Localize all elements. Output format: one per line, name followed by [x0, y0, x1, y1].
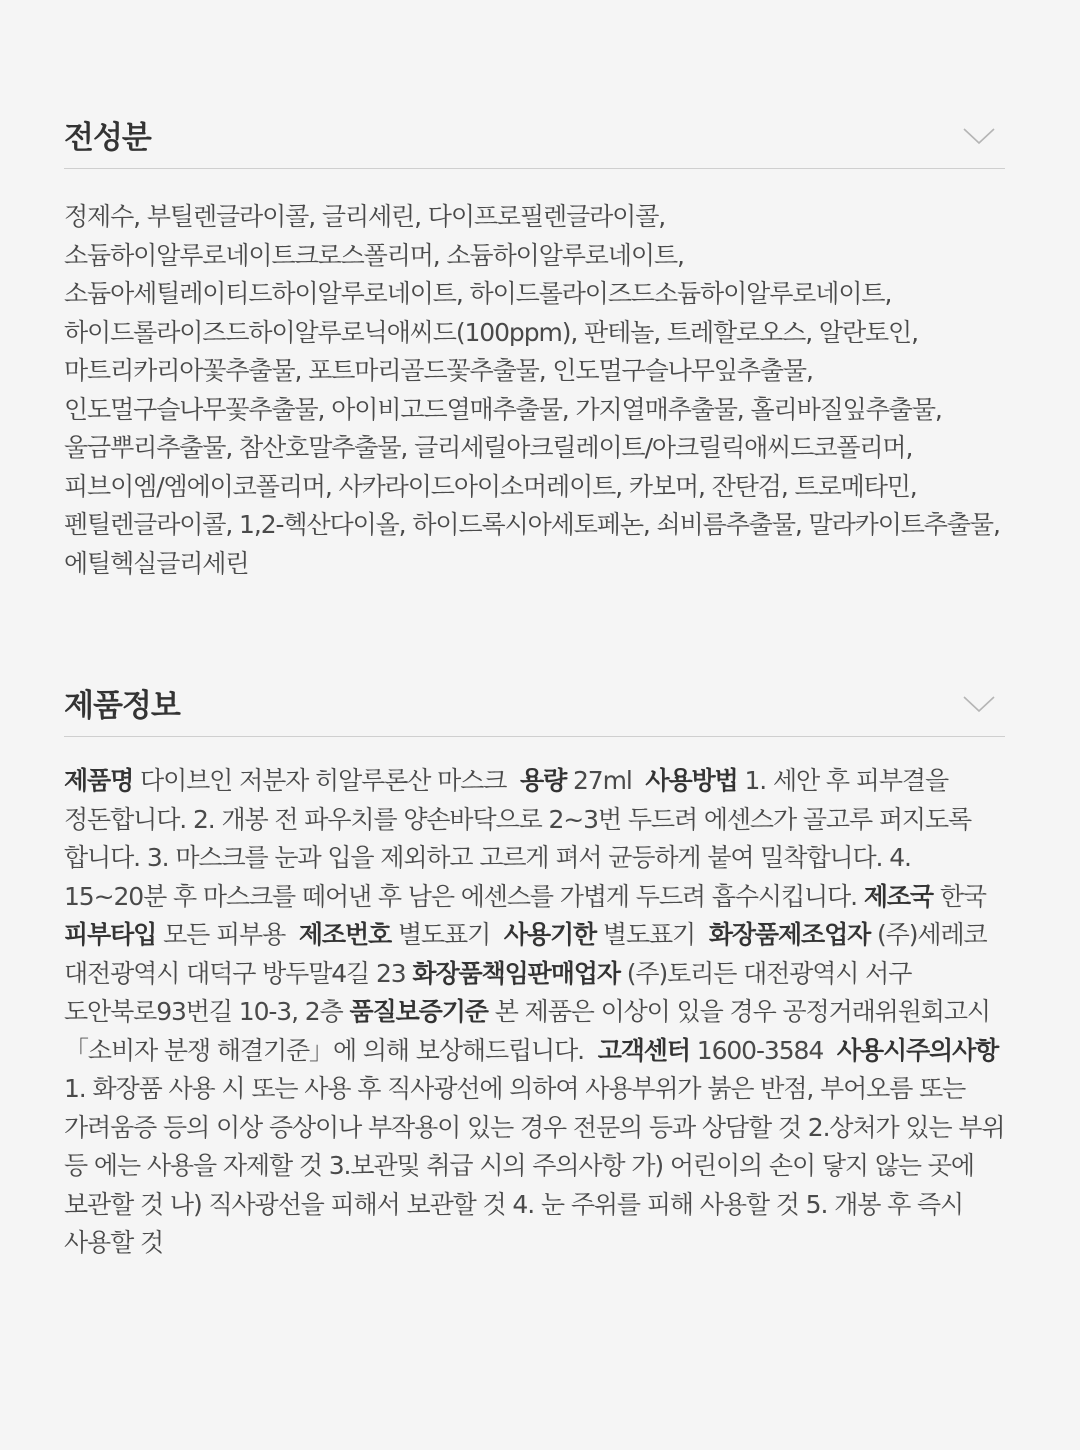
- field-value-distributor: (주)토리든 대전광역시 서구 도안북로93번길 10-3, 2층: [64, 958, 912, 1026]
- field-value-product-name: 다이브인 저분자 히알루론산 마스크: [140, 766, 507, 795]
- product-info-text: [64, 762, 1005, 1263]
- product-info-section: [64, 668, 1005, 1263]
- field-value-quality-standard: 본 제품은 이상이 있을 경우 공정거래위원회고시「소비자 분쟁 해결기준」에 의해 보상해드립니다.: [64, 997, 990, 1065]
- product-info-header[interactable]: [64, 668, 1005, 737]
- product-info-title: 제품정보: [64, 688, 180, 724]
- ingredients-text: 정제수, 부틸렌글라이콜, 글리세린, 다이프로필렌글라이콜, 소듐하이알루로네이트크로스폴리머, 소듐하이알루로네이트, 소듐아세틸레이티드하이알루로네이트, 하이드롤라이즈드소듐하이알루로네이트, 하이드롤라이즈드하이알루로닉애씨드(100ppm), 판테놀, 트레할로오스, 알란토인, 마트리카리아꽃추출물, 포트마리골드꽃추출물, 인도멀구슬나무잎추출물, 인도멀구슬나무꽃추출물, 아이비고드열매추출물, 가지열매추출물, 홀리바질잎추출물, 울금뿌리추출물, 참산호말추출물, 글리세릴아크릴레이트/아크릴릭애씨드코폴리머, 피브이엠/엠에이코폴리머, 사카라이드아이소머레이트, 카보머, 잔탄검, 트로메타민, 펜틸렌글라이콜, 1,2-헥산다이올, 하이드록시아세토페논, 쇠비름추출물, 말라카이트추출물, 에틸헥실글리세린: [64, 202, 1000, 578]
- field-label-expiry: 사용기한: [503, 920, 597, 949]
- field-value-skin-type: 모든 피부용: [163, 920, 286, 949]
- field-value-manufacturer: (주)세레코 대전광역시 대덕구 방두말4길 23: [64, 920, 987, 988]
- field-label-customer-center: 고객센터: [597, 1035, 690, 1065]
- field-value-country: 한국: [939, 881, 986, 911]
- field-label-usage: 사용방법: [645, 766, 738, 795]
- field-label-skin-type: 피부타입: [64, 920, 157, 949]
- chevron-down-icon[interactable]: [963, 126, 995, 146]
- field-label-distributor: 화장품책임판매업자: [412, 958, 620, 988]
- field-value-lot-number: 별도표기: [397, 920, 491, 949]
- chevron-down-icon[interactable]: [963, 694, 995, 714]
- field-label-volume: 용량: [520, 766, 567, 795]
- field-value-expiry: 별도표기: [602, 920, 696, 949]
- field-label-precautions: 사용시주의사항: [836, 1035, 999, 1065]
- field-value-precautions: 1. 화장품 사용 시 또는 사용 후 직사광선에 의하여 사용부위가 붉은 반점, 부어오름 또는 가려움증 등의 이상 증상이나 부작용이 있는 경우 전문의 등과 상담할 것 2.상처가 있는 부위 등 에는 사용을 자제할 것 3.보관및 취급 시의 주의사항 가) 어린이의 손이 닿지 않는 곳에 보관할 것 나) 직사광선을 피해서 보관할 것 4. 눈 주위를 피해 사용할 것 5. 개봉 후 즉시 사용할 것: [64, 1074, 1005, 1257]
- ingredients-section: [64, 100, 1005, 583]
- field-label-manufacturer: 화장품제조업자: [708, 920, 871, 949]
- ingredients-title: 전성분: [64, 120, 151, 156]
- field-label-quality-standard: 품질보증기준: [349, 997, 488, 1026]
- field-value-volume: 27ml: [572, 766, 632, 795]
- field-label-lot-number: 제조번호: [298, 920, 392, 949]
- field-value-customer-center: 1600-3584: [696, 1035, 824, 1065]
- field-label-country: 제조국: [863, 881, 933, 911]
- field-label-product-name: 제품명: [64, 766, 134, 795]
- ingredients-header[interactable]: [64, 100, 1005, 169]
- field-value-usage: 1. 세안 후 피부결을 정돈합니다. 2. 개봉 전 파우치를 양손바닥으로 2~3번 두드려 에센스가 골고루 퍼지도록 합니다. 3. 마스크를 눈과 입을 제외하고 고르게 펴서 균등하게 붙여 밀착합니다. 4. 15~20분 후 마스크를 떼어낸 후 남은 에센스를 가볍게 두드려 흡수시킵니다.: [64, 766, 972, 911]
